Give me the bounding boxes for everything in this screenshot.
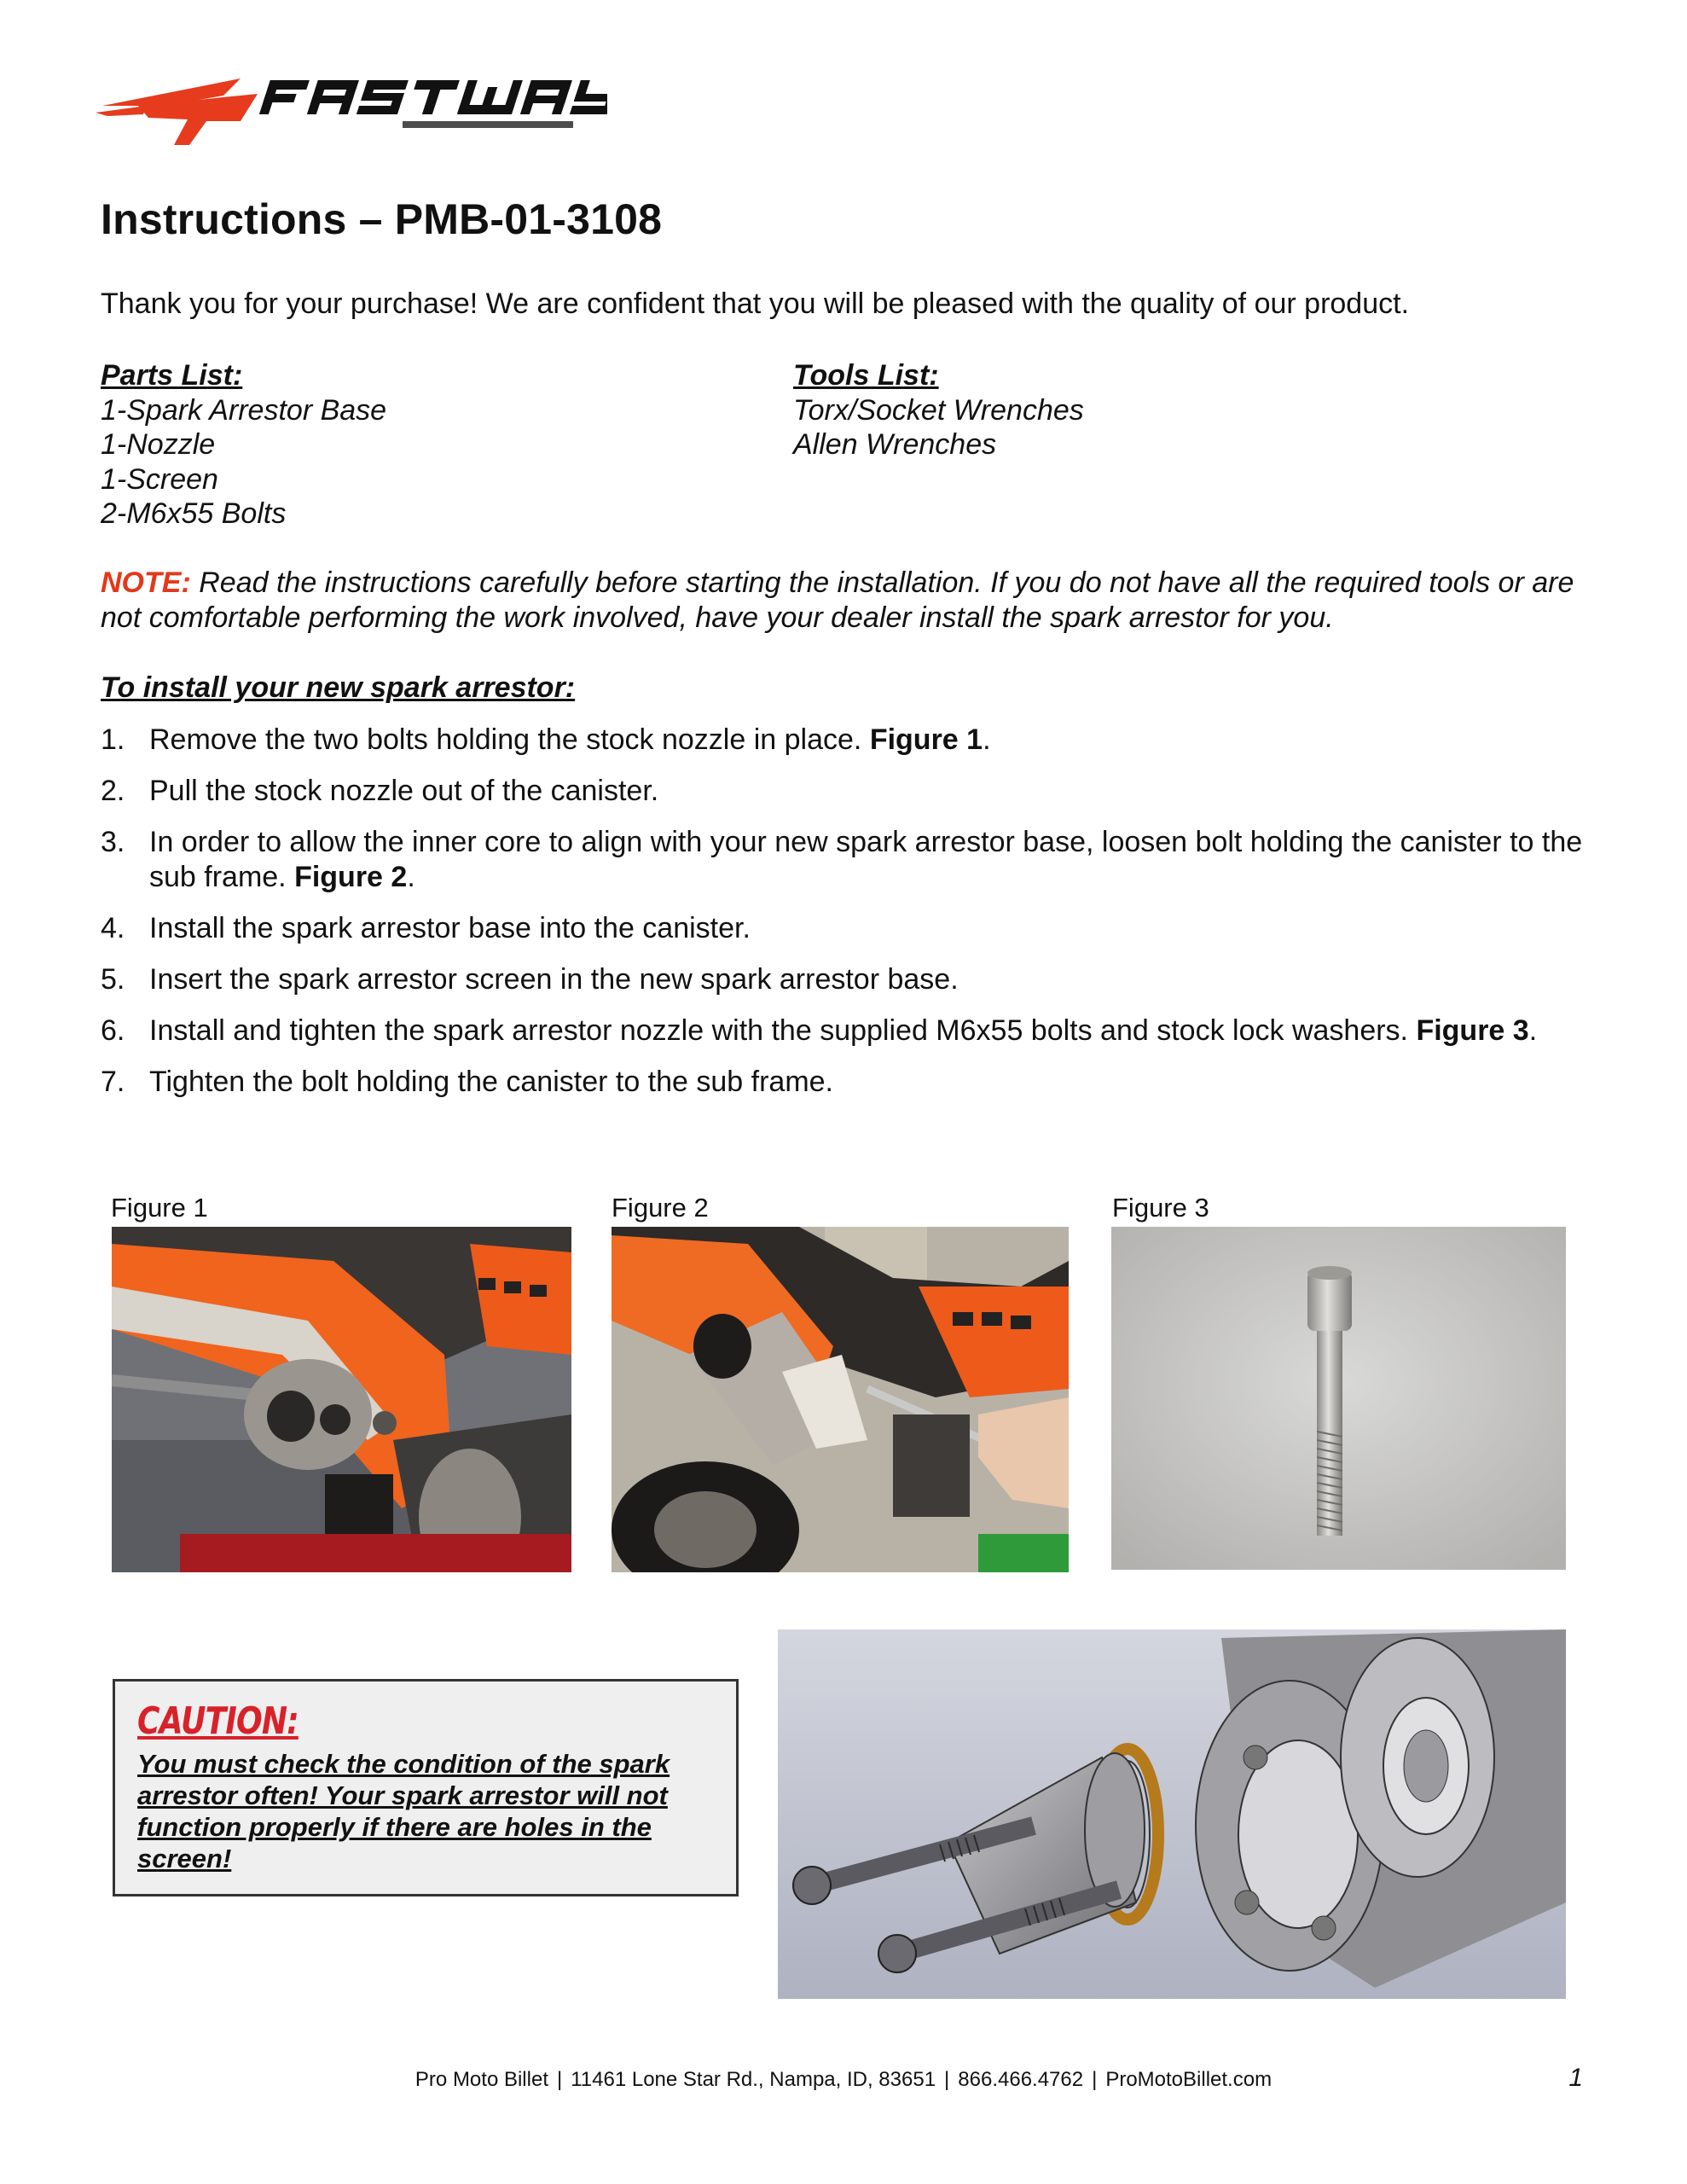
fastway-logo bbox=[96, 61, 607, 155]
footer-website[interactable]: ProMotoBillet.com bbox=[1105, 2068, 1272, 2091]
step-text: Tighten the bolt holding the canister to the sub frame. bbox=[149, 1065, 834, 1098]
step-number: 5. bbox=[101, 962, 125, 996]
figure-3-caption: Figure 3 bbox=[1112, 1193, 1209, 1223]
step-item bbox=[101, 1065, 1602, 1100]
step-item bbox=[101, 962, 1602, 997]
page-title: Instructions – PMB-01-3108 bbox=[101, 195, 663, 243]
page-number: 1 bbox=[1568, 2064, 1583, 2092]
step-text: Install and tighten the spark arrestor nozzle with the supplied M6x55 bolts and stock lock washers. bbox=[149, 1014, 1417, 1047]
step-number: 1. bbox=[101, 723, 125, 756]
step-text: Install the spark arrestor base into the canister. bbox=[149, 911, 751, 944]
fastway-logo-icon bbox=[96, 61, 607, 155]
list-item: Torx/Socket Wrenches bbox=[793, 393, 1084, 427]
figure-ref: Figure 1 bbox=[869, 723, 983, 756]
step-text: In order to allow the inner core to align with your new spark arrestor base, loosen bolt holding the canister to the sub frame. bbox=[149, 826, 1583, 893]
figure-2-caption: Figure 2 bbox=[612, 1193, 709, 1223]
caution-title: CAUTION: bbox=[137, 1699, 299, 1743]
footer-phone: 866.466.4762 bbox=[958, 2068, 1084, 2091]
list-item: Allen Wrenches bbox=[793, 428, 997, 461]
list-item: 2-M6x55 Bolts bbox=[101, 497, 287, 530]
note-paragraph bbox=[101, 566, 1602, 635]
step-item bbox=[101, 825, 1602, 894]
exploded-view-icon bbox=[778, 1629, 1566, 1999]
figure-1-caption: Figure 1 bbox=[111, 1193, 208, 1223]
step-item bbox=[101, 1014, 1602, 1048]
footer-company: Pro Moto Billet bbox=[415, 2068, 548, 2091]
intro-text: Thank you for your purchase! We are confident that you will be pleased with the quality of our product. bbox=[101, 288, 1410, 320]
note-label: NOTE: bbox=[101, 566, 191, 599]
caution-text: You must check the condition of the spark arrestor often! Your spark arrestor will not function properly if there are holes in the screen! bbox=[137, 1749, 670, 1873]
step-number: 2. bbox=[101, 775, 125, 807]
install-steps bbox=[101, 723, 1602, 1116]
parts-list-heading: Parts List: bbox=[101, 359, 243, 392]
list-item: 1-Spark Arrestor Base bbox=[101, 393, 387, 427]
step-text: Pull the stock nozzle out of the canister. bbox=[149, 775, 659, 807]
note-text: Read the instructions carefully before starting the installation. If you do not have all the required tools or are not comfortable performing the work involved, have your dealer install the spark arrestor for you. bbox=[101, 566, 1574, 634]
page-footer: Pro Moto Billet | 11461 Lone Star Rd., Nampa, ID, 83651 | 866.466.4762 | ProMotoBillet.com bbox=[415, 2068, 1272, 2091]
install-heading: To install your new spark arrestor: bbox=[101, 671, 576, 704]
step-item bbox=[101, 911, 1602, 946]
step-number: 4. bbox=[101, 911, 125, 944]
step-number: 7. bbox=[101, 1065, 125, 1098]
exploded-view-diagram bbox=[778, 1629, 1566, 1999]
step-item bbox=[101, 723, 1602, 758]
list-item: 1-Screen bbox=[101, 462, 218, 496]
step-number: 3. bbox=[101, 826, 125, 858]
step-item bbox=[101, 774, 1602, 809]
figure-ref: Figure 2 bbox=[294, 860, 408, 893]
figure-1-photo bbox=[112, 1227, 571, 1572]
tools-list bbox=[793, 358, 1084, 462]
step-text: Insert the spark arrestor screen in the new spark arrestor base. bbox=[149, 962, 959, 996]
step-end: . bbox=[983, 723, 991, 756]
footer-address: 11461 Lone Star Rd., Nampa, ID, 83651 bbox=[571, 2068, 936, 2091]
step-text: Remove the two bolts holding the stock nozzle in place. bbox=[149, 723, 870, 756]
list-item: 1-Nozzle bbox=[101, 428, 216, 461]
step-end: . bbox=[1528, 1014, 1538, 1047]
tools-list-heading: Tools List: bbox=[793, 359, 939, 392]
figure-2-photo bbox=[612, 1227, 1069, 1572]
step-number: 6. bbox=[101, 1014, 125, 1047]
caution-box bbox=[113, 1679, 739, 1896]
parts-list bbox=[101, 358, 386, 531]
figure-ref: Figure 3 bbox=[1416, 1014, 1529, 1047]
figure-3-photo bbox=[1111, 1227, 1566, 1570]
step-end: . bbox=[407, 860, 415, 893]
